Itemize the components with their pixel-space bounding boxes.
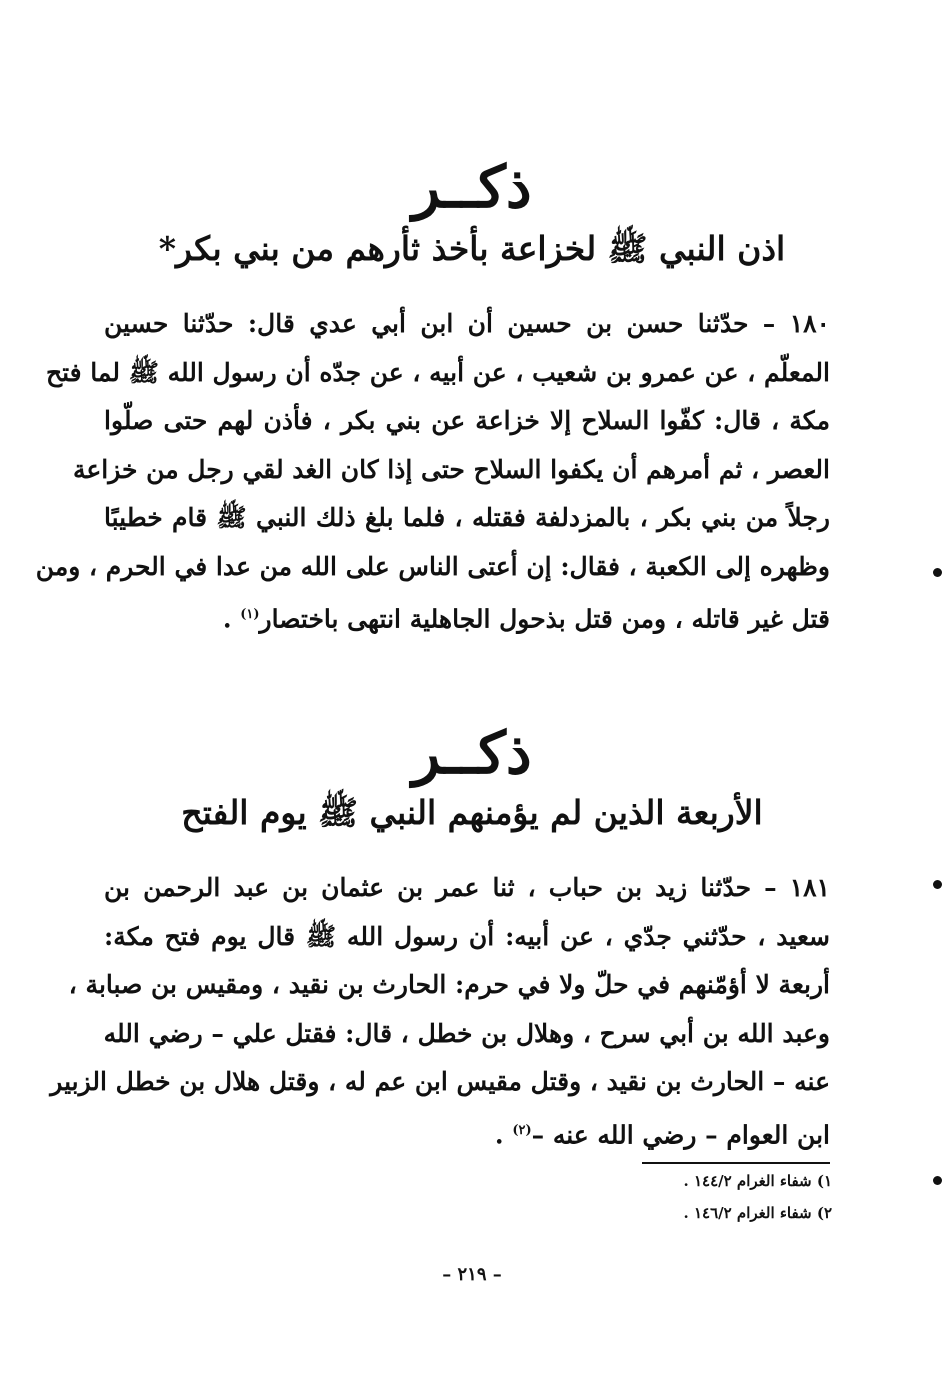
section-1-paragraph [35,300,830,640]
scan-edge-mark [933,568,942,577]
section-2-title: الأربعة الذين لم يؤمنهم النبي ﷺ يوم الفتح [181,793,763,832]
text-line: عنه – الحارث بن نقيد ، وقتل مقيس ابن عم له ، وقتل هلال بن خطل الزبير [50,1067,830,1096]
footnote-reference: (١) [240,607,260,622]
line-end-mark: . [494,1119,513,1149]
text-line-content: قتل غير قاتله ، ومن قتل بذحول الجاهلية انتهى باختصار [259,604,830,634]
text-line: ١٨١ – حدّثنا زيد بن حباب ، ثنا عمر بن عثمان بن عبد الرحمن بن [104,873,830,902]
footnote-divider [642,1162,830,1164]
footnote-2: ٢) شفاء الغرام ١٤٦/٢ . [683,1204,832,1222]
page-number: – ٢١٩ – [442,1264,502,1285]
text-line: المعلّم ، عن عمرو بن شعيب ، عن أبيه ، عن جدّه أن رسول الله ﷺ لما فتح [45,357,830,387]
text-line-last [104,591,830,640]
text-line: العصر ، ثم أمرهم أن يكفوا السلاح حتى إذا كان الغد لقي رجل من خزاعة [72,454,830,484]
section-2-zikr-heading: ذكــر [412,719,532,787]
section-2-paragraph [50,864,830,1155]
text-line: وعبد الله بن أبي سرح ، وهلال بن خطل ، قال: فقتل علي – رضي الله [103,1018,830,1048]
section-1-zikr-heading: ذكــر [412,153,532,221]
scan-edge-mark [933,1176,942,1185]
text-line: سعيد ، حدّثني جدّي ، عن أبيه: أن رسول الله ﷺ قال يوم فتح مكة: [104,921,830,951]
footnote-1: ١) شفاء الغرام ١٤٤/٢ . [683,1172,832,1190]
text-line: أربعة لا أؤمّنهم في حلّ ولا في حرم: الحارث بن نقيد ، ومقيس بن صبابة ، [68,970,830,999]
line-end-mark: . [222,604,241,634]
text-line: وظهره إلى الكعبة ، فقال: إن أعتى الناس على الله من عدا في الحرم ، ومن [35,551,830,581]
text-line-content: ابن العوام – رضي الله عنه – [531,1119,830,1149]
footnote-reference: (٢) [512,1122,532,1138]
text-line: ١٨٠ – حدّثنا حسن بن حسين أن ابن أبي عدي قال: حدّثنا حسين [104,309,830,338]
section-1-title: اذن النبي ﷺ لخزاعة بأخذ ثأرهم من بني بكر* [158,229,786,268]
text-line: مكة ، قال: كفّوا السلاح إلا خزاعة عن بني بكر ، فأذن لهم حتى صلّوا [104,406,830,435]
text-line: رجلاً من بني بكر ، بالمزدلفة فقتله ، فلما بلغ ذلك النبي ﷺ قام خطيبًا [104,503,830,532]
text-line-last [104,1107,830,1156]
scan-edge-mark [933,880,942,889]
